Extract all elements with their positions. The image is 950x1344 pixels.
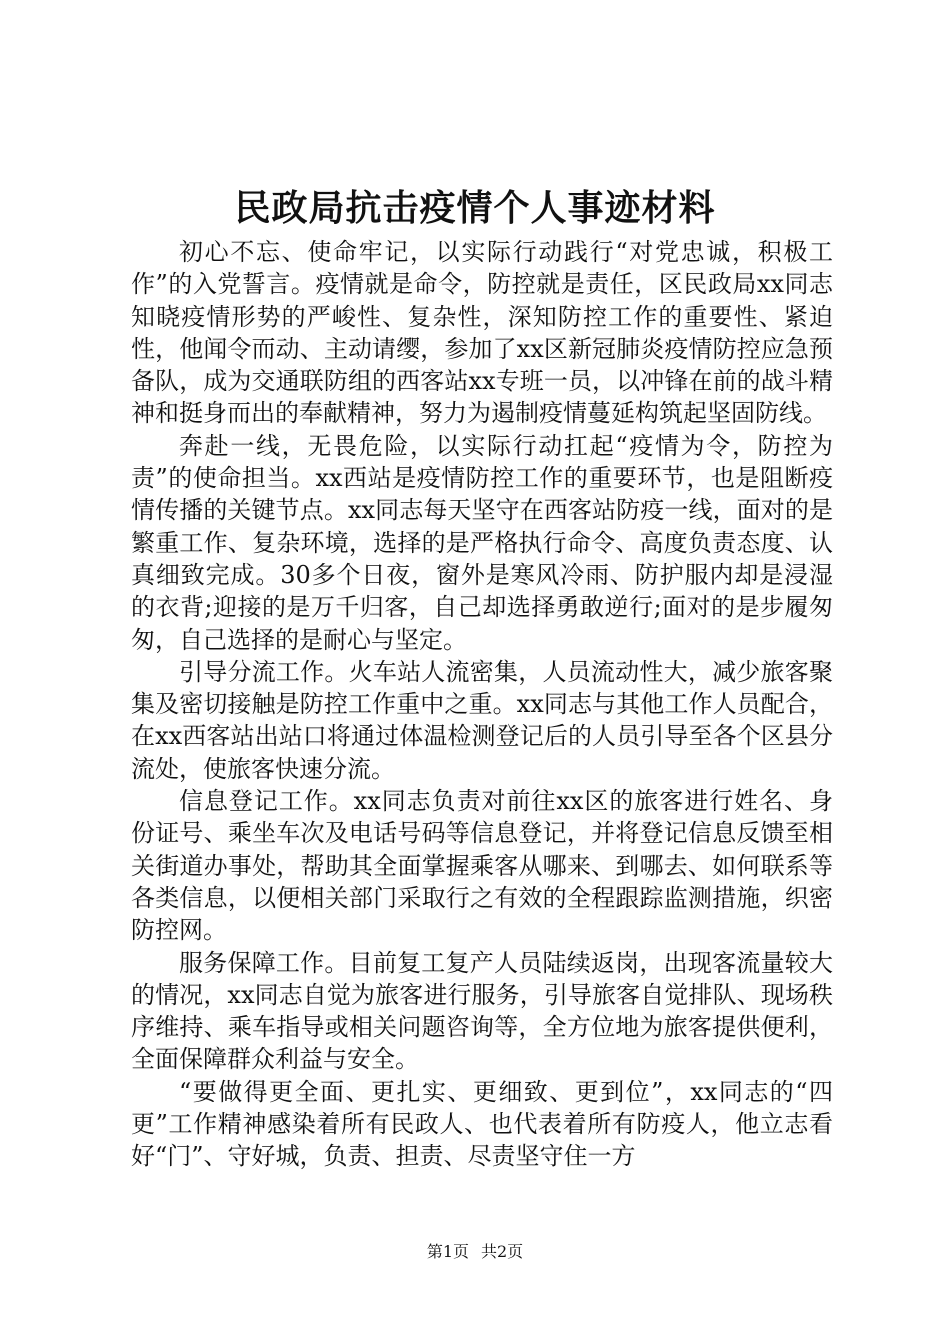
- paragraph-diversion: 引导分流工作。火车站人流密集，人员流动性大，减少旅客聚集及密切接触是防控工作重中之重。xx同志与其他工作人员配合，在xx西客站出站口将通过体温检测登记后的人员引导至各个区县分流处，使旅客快速分流。: [131, 657, 833, 783]
- paragraph-frontline: 奔赴一线，无畏危险，以实际行动扛起“疫情为令，防控为责”的使命担当。xx西站是疫情防控工作的重要环节，也是阻断疫情传播的关键节点。xx同志每天坚守在西客站防疫一线，面对的是繁重工作、复杂环境，选择的是严格执行命令、高度负责态度、认真细致完成。30多个日夜，窗外是寒风冷雨、防护服内却是浸湿的衣背;迎接的是万千归客，自己却选择勇敢逆行;面对的是步履匆匆，自己选择的是耐心与坚定。: [131, 431, 833, 654]
- document-title: 民政局抗击疫情个人事迹材料: [234, 187, 716, 229]
- paragraph-conclusion: “要做得更全面、更扎实、更细致、更到位”，xx同志的“四更”工作精神感染着所有民政人、也代表着所有防疫人，他立志看好“门”、守好城，负责、担责、尽责坚守住一方: [131, 1077, 833, 1171]
- paragraph-registration: 信息登记工作。xx同志负责对前往xx区的旅客进行姓名、身份证号、乘坐车次及电话号码等信息登记，并将登记信息反馈至相关街道办事处，帮助其全面掌握乘客从哪来、到哪去、如何联系等各类信息，以便相关部门采取行之有效的全程跟踪监测措施，织密防控网。: [131, 787, 833, 945]
- page-footer: [0, 1242, 950, 1262]
- page-number: 第1页: [426, 1242, 469, 1261]
- paragraph-commitment: 初心不忘、使命牢记，以实际行动践行“对党忠诚，积极工作”的入党誓言。疫情就是命令，防控就是责任，区民政局xx同志知晓疫情形势的严峻性、复杂性，深知防控工作的重要性、紧迫性，他闻令而动、主动请缨，参加了xx区新冠肺炎疫情防控应急预备队，成为交通联防组的西客站xx专班一员，以冲锋在前的战斗精神和挺身而出的奉献精神，努力为遏制疫情蔓延构筑起坚固防线。: [131, 238, 833, 428]
- paragraph-service: 服务保障工作。目前复工复产人员陆续返岗，出现客流量较大的情况，xx同志自觉为旅客进行服务，引导旅客自觉排队、现场秩序维持、乘车指导或相关问题咨询等，全方位地为旅客提供便利，全面保障群众利益与安全。: [131, 948, 833, 1074]
- document-body: [131, 236, 833, 1173]
- page-total: 共2页: [481, 1242, 524, 1261]
